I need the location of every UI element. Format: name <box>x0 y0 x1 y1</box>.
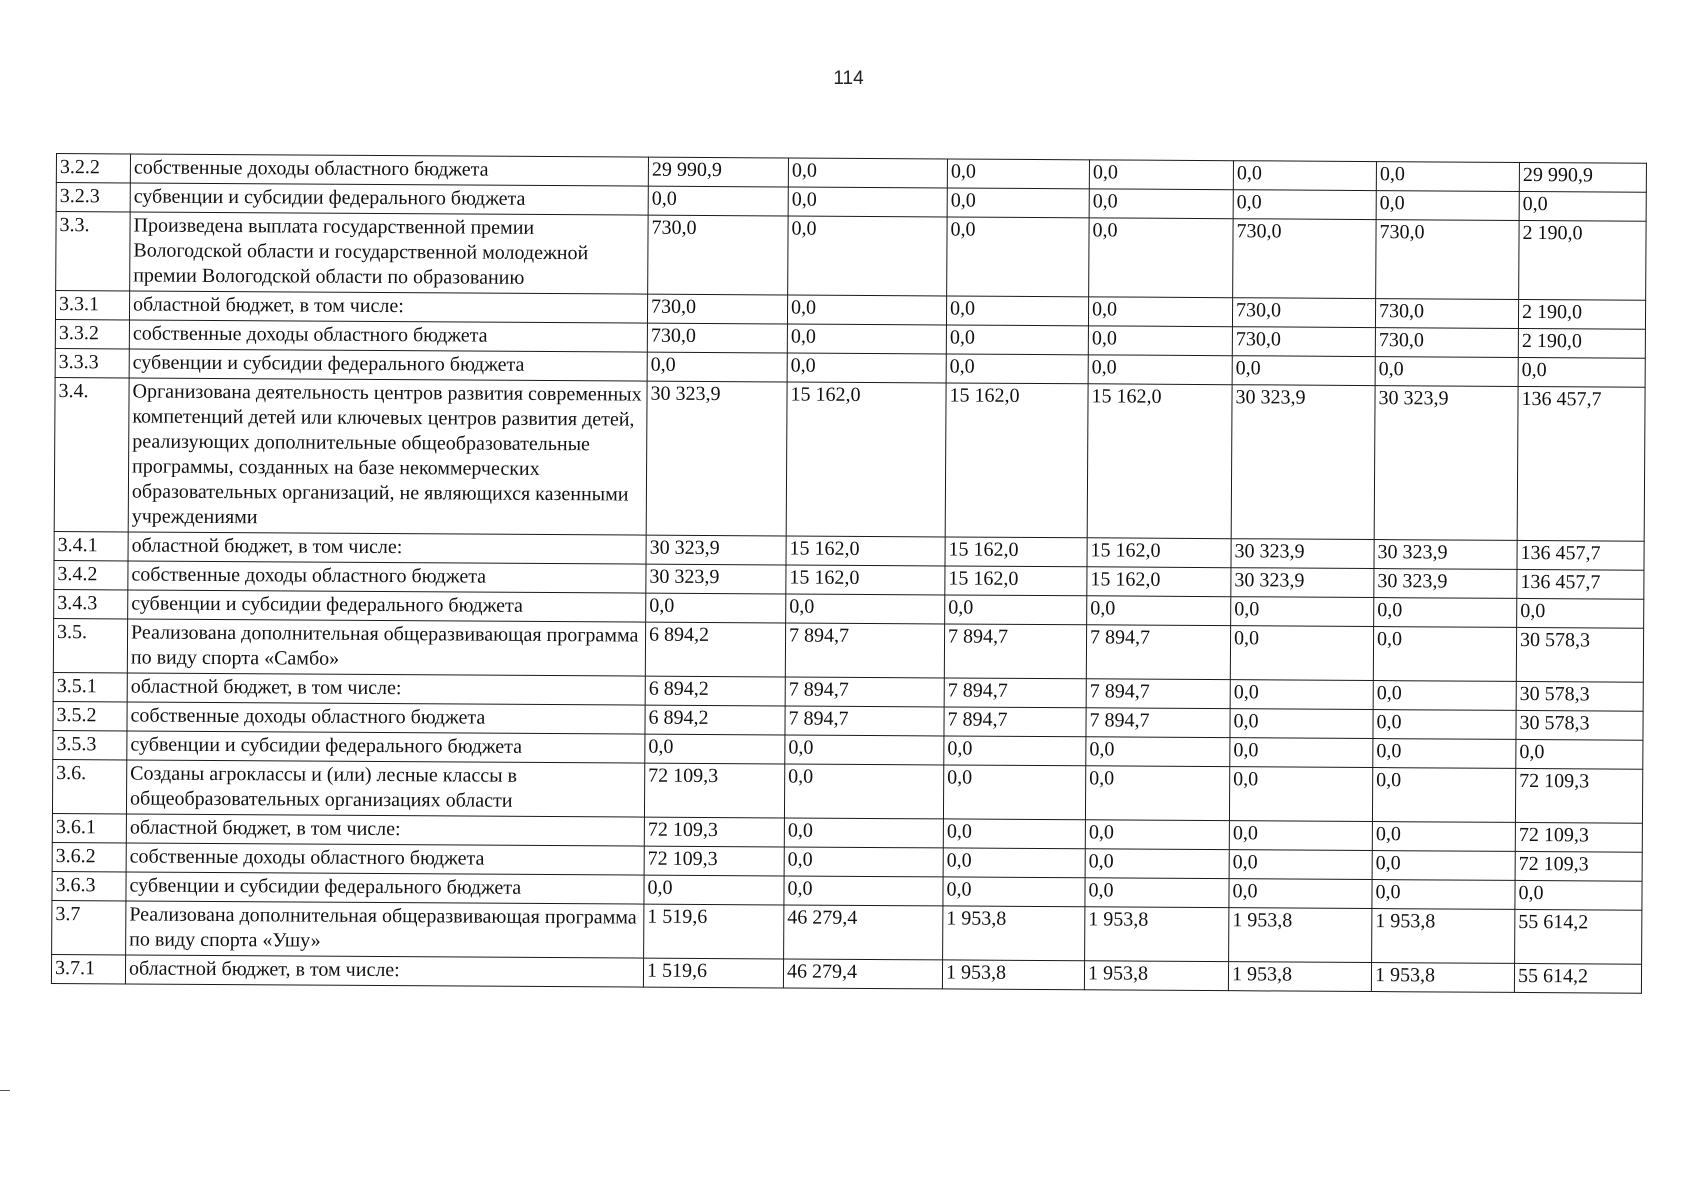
row-value-7: 30 578,3 <box>1516 710 1643 740</box>
row-value-5: 0,0 <box>1229 879 1372 909</box>
row-code: 3.5.1 <box>53 672 127 701</box>
row-code: 3.2.2 <box>56 154 130 183</box>
row-value-5: 730,0 <box>1233 219 1376 299</box>
row-value-7: 2 190,0 <box>1518 299 1645 329</box>
row-value-4: 15 162,0 <box>1087 538 1231 568</box>
row-value-1: 0,0 <box>646 593 786 623</box>
row-value-1: 6 894,2 <box>645 676 785 706</box>
table-row <box>52 759 1642 823</box>
row-value-3: 15 162,0 <box>945 537 1087 567</box>
row-name: собственные доходы областного бюджета <box>128 561 646 593</box>
row-name: субвенции и субсидии федерального бюджета <box>128 590 646 622</box>
row-name: областной бюджет, в том числе: <box>129 291 647 323</box>
row-value-1: 1 519,6 <box>643 958 783 988</box>
row-value-7: 30 578,3 <box>1516 681 1643 711</box>
row-value-3: 15 162,0 <box>945 566 1087 596</box>
row-value-3: 0,0 <box>943 765 1085 820</box>
row-value-2: 0,0 <box>788 158 947 188</box>
row-value-2: 0,0 <box>784 818 943 848</box>
row-value-6: 0,0 <box>1372 851 1515 881</box>
row-code: 3.4. <box>54 377 129 531</box>
row-name: субвенции и субсидии федерального бюджета <box>130 183 648 215</box>
row-value-1: 730,0 <box>647 323 787 353</box>
row-name: областной бюджет, в том числе: <box>128 532 646 564</box>
row-value-1: 72 109,3 <box>644 817 784 847</box>
row-value-4: 0,0 <box>1089 218 1233 298</box>
row-value-2: 7 894,7 <box>785 706 944 736</box>
table-row <box>54 377 1645 541</box>
row-value-5: 0,0 <box>1230 738 1373 768</box>
row-value-3: 0,0 <box>945 595 1087 625</box>
row-code: 3.4.3 <box>54 589 128 618</box>
row-value-7: 72 109,3 <box>1515 768 1642 823</box>
row-value-1: 30 323,9 <box>646 381 787 536</box>
row-value-5: 0,0 <box>1230 626 1373 681</box>
row-value-3: 7 894,7 <box>944 624 1086 679</box>
row-value-5: 730,0 <box>1232 298 1375 328</box>
row-value-5: 0,0 <box>1231 597 1374 627</box>
row-value-7: 0,0 <box>1519 191 1646 221</box>
row-value-6: 0,0 <box>1376 162 1519 192</box>
row-value-7: 55 614,2 <box>1515 909 1642 964</box>
row-value-1: 0,0 <box>645 734 785 764</box>
row-value-6: 1 953,8 <box>1371 963 1514 993</box>
row-value-4: 15 162,0 <box>1087 384 1232 539</box>
row-value-6: 730,0 <box>1376 220 1519 300</box>
row-code: 3.3. <box>56 212 130 291</box>
row-value-6: 1 953,8 <box>1372 909 1515 964</box>
row-value-2: 15 162,0 <box>786 382 946 537</box>
row-value-7: 2 190,0 <box>1518 328 1645 358</box>
row-value-4: 7 894,7 <box>1086 625 1230 680</box>
row-value-1: 730,0 <box>648 215 788 295</box>
row-code: 3.5.3 <box>53 730 127 759</box>
row-name: собственные доходы областного бюджета <box>130 154 648 186</box>
row-value-7: 136 457,7 <box>1517 540 1644 570</box>
row-value-3: 1 953,8 <box>943 906 1085 961</box>
row-value-2: 0,0 <box>785 735 944 765</box>
row-value-1: 72 109,3 <box>644 763 784 818</box>
row-value-4: 0,0 <box>1088 326 1232 356</box>
row-value-4: 7 894,7 <box>1086 708 1230 738</box>
row-code: 3.6.1 <box>52 813 126 842</box>
margin-mark <box>0 1090 10 1091</box>
row-name: Произведена выплата государственной премии Вологодской области и государственной молодежной премии Вологодской области по образованию <box>130 212 648 294</box>
row-code: 3.5. <box>53 618 127 672</box>
row-value-6: 30 323,9 <box>1374 569 1517 599</box>
row-value-4: 0,0 <box>1087 596 1231 626</box>
row-value-2: 15 162,0 <box>786 536 945 566</box>
row-value-2: 0,0 <box>788 187 947 217</box>
row-value-5: 30 323,9 <box>1231 539 1374 569</box>
row-value-4: 1 953,8 <box>1085 907 1229 962</box>
row-code: 3.7.1 <box>51 954 125 983</box>
row-name: субвенции и субсидии федерального бюджета <box>126 872 644 904</box>
row-value-2: 7 894,7 <box>785 623 944 678</box>
row-value-3: 0,0 <box>946 296 1088 326</box>
row-value-6: 0,0 <box>1372 880 1515 910</box>
row-value-3: 0,0 <box>944 736 1086 766</box>
row-value-6: 0,0 <box>1373 739 1516 769</box>
row-value-6: 0,0 <box>1373 627 1516 682</box>
row-value-6: 0,0 <box>1374 598 1517 628</box>
row-value-2: 0,0 <box>784 876 943 906</box>
row-code: 3.3.3 <box>55 348 129 377</box>
row-value-5: 30 323,9 <box>1231 385 1375 540</box>
row-value-4: 0,0 <box>1085 878 1229 908</box>
row-value-1: 0,0 <box>644 875 784 905</box>
row-name: субвенции и субсидии федерального бюджета <box>129 349 647 381</box>
row-value-2: 46 279,4 <box>783 959 942 989</box>
row-value-3: 0,0 <box>947 159 1089 189</box>
row-value-2: 0,0 <box>787 353 946 383</box>
row-value-2: 0,0 <box>784 847 943 877</box>
row-value-7: 0,0 <box>1515 880 1642 910</box>
row-code: 3.5.2 <box>53 701 127 730</box>
row-value-7: 30 578,3 <box>1516 627 1643 682</box>
row-name: Организована деятельность центров развития современных компетенций детей или ключевых центров развития детей, реализующих дополнительные общеобразовательные программы, созданных на базе некоммерческих образовательных организаций, не являющихся казенными учреждениями <box>128 378 647 535</box>
row-code: 3.2.3 <box>56 183 130 212</box>
row-code: 3.7 <box>52 900 126 954</box>
row-value-3: 0,0 <box>943 848 1085 878</box>
row-value-7: 72 109,3 <box>1515 822 1642 852</box>
row-value-5: 0,0 <box>1229 767 1372 822</box>
row-value-3: 0,0 <box>943 819 1085 849</box>
budget-table-body <box>51 154 1646 994</box>
row-name: собственные доходы областного бюджета <box>126 843 644 875</box>
row-value-7: 2 190,0 <box>1519 220 1646 300</box>
row-value-5: 0,0 <box>1233 190 1376 220</box>
row-value-3: 0,0 <box>947 217 1089 297</box>
row-value-2: 0,0 <box>787 295 946 325</box>
row-value-7: 136 457,7 <box>1517 569 1644 599</box>
row-value-5: 0,0 <box>1229 850 1372 880</box>
row-value-3: 0,0 <box>946 354 1088 384</box>
row-value-4: 7 894,7 <box>1086 679 1230 709</box>
row-value-7: 29 990,9 <box>1519 162 1646 192</box>
row-name: Реализована дополнительная общеразвивающая программа по виду спорта «Ушу» <box>126 901 644 958</box>
row-name: областной бюджет, в том числе: <box>125 955 643 987</box>
row-value-5: 30 323,9 <box>1231 568 1374 598</box>
row-value-2: 0,0 <box>787 324 946 354</box>
table-row <box>52 900 1642 964</box>
row-code: 3.6.2 <box>52 842 126 871</box>
row-value-2: 0,0 <box>786 594 945 624</box>
row-value-6: 730,0 <box>1375 299 1518 329</box>
row-value-1: 30 323,9 <box>646 564 786 594</box>
row-value-5: 730,0 <box>1232 327 1375 357</box>
row-value-1: 0,0 <box>647 352 787 382</box>
row-value-7: 0,0 <box>1518 357 1645 387</box>
row-value-2: 15 162,0 <box>786 565 945 595</box>
row-value-2: 46 279,4 <box>784 905 943 960</box>
row-value-5: 0,0 <box>1230 709 1373 739</box>
budget-table <box>51 153 1647 994</box>
row-value-1: 1 519,6 <box>644 904 784 959</box>
row-value-4: 0,0 <box>1085 766 1229 821</box>
row-value-1: 6 894,2 <box>645 705 785 735</box>
row-value-5: 0,0 <box>1230 680 1373 710</box>
row-value-2: 0,0 <box>784 764 943 819</box>
row-value-4: 0,0 <box>1088 297 1232 327</box>
row-value-3: 0,0 <box>947 188 1089 218</box>
row-value-3: 0,0 <box>946 325 1088 355</box>
row-value-7: 0,0 <box>1517 598 1644 628</box>
row-code: 3.6. <box>52 759 126 813</box>
row-value-4: 0,0 <box>1086 737 1230 767</box>
row-value-2: 7 894,7 <box>785 677 944 707</box>
table-sheet <box>51 153 1646 994</box>
row-value-6: 730,0 <box>1375 328 1518 358</box>
row-code: 3.3.1 <box>55 291 129 320</box>
row-value-2: 0,0 <box>788 216 947 296</box>
row-value-6: 30 323,9 <box>1374 386 1518 541</box>
row-name: Реализована дополнительная общеразвивающая программа по виду спорта «Самбо» <box>127 619 645 676</box>
row-value-4: 15 162,0 <box>1087 567 1231 597</box>
row-value-6: 0,0 <box>1373 681 1516 711</box>
row-value-1: 30 323,9 <box>646 535 786 565</box>
row-value-4: 0,0 <box>1088 355 1232 385</box>
row-name: областной бюджет, в том числе: <box>126 814 644 846</box>
row-value-7: 55 614,2 <box>1514 963 1641 993</box>
row-value-7: 72 109,3 <box>1515 851 1642 881</box>
page-number: 114 <box>833 68 864 89</box>
row-code: 3.4.1 <box>54 531 128 560</box>
row-value-3: 15 162,0 <box>945 383 1088 538</box>
row-value-6: 0,0 <box>1372 768 1515 823</box>
row-value-7: 136 457,7 <box>1517 386 1645 541</box>
row-value-5: 1 953,8 <box>1228 962 1371 992</box>
row-value-5: 1 953,8 <box>1229 908 1372 963</box>
row-value-1: 72 109,3 <box>644 846 784 876</box>
row-name: областной бюджет, в том числе: <box>127 673 645 705</box>
row-name: субвенции и субсидии федерального бюджета <box>127 731 645 763</box>
row-value-1: 6 894,2 <box>645 622 785 677</box>
row-code: 3.4.2 <box>54 560 128 589</box>
row-value-3: 7 894,7 <box>944 707 1086 737</box>
row-code: 3.6.3 <box>52 871 126 900</box>
row-value-3: 1 953,8 <box>942 960 1084 990</box>
row-value-6: 0,0 <box>1372 822 1515 852</box>
table-row <box>53 618 1643 682</box>
row-value-1: 0,0 <box>648 186 788 216</box>
row-value-4: 0,0 <box>1089 160 1233 190</box>
row-value-5: 0,0 <box>1233 161 1376 191</box>
row-value-4: 0,0 <box>1089 189 1233 219</box>
row-value-1: 730,0 <box>647 294 787 324</box>
row-value-4: 1 953,8 <box>1084 961 1228 991</box>
row-value-6: 0,0 <box>1373 710 1516 740</box>
table-row <box>56 212 1646 301</box>
row-code: 3.3.2 <box>55 319 129 348</box>
row-value-6: 0,0 <box>1375 357 1518 387</box>
row-value-3: 0,0 <box>943 877 1085 907</box>
row-value-5: 0,0 <box>1229 821 1372 851</box>
row-value-1: 29 990,9 <box>648 157 788 187</box>
row-value-6: 0,0 <box>1376 191 1519 221</box>
row-name: собственные доходы областного бюджета <box>129 320 647 352</box>
row-name: собственные доходы областного бюджета <box>127 702 645 734</box>
row-value-6: 30 323,9 <box>1374 540 1517 570</box>
row-value-5: 0,0 <box>1232 356 1375 386</box>
row-name: Созданы агроклассы и (или) лесные классы в общеобразовательных организациях области <box>126 760 644 817</box>
row-value-4: 0,0 <box>1085 820 1229 850</box>
row-value-7: 0,0 <box>1516 739 1643 769</box>
row-value-3: 7 894,7 <box>944 678 1086 708</box>
row-value-4: 0,0 <box>1085 849 1229 879</box>
